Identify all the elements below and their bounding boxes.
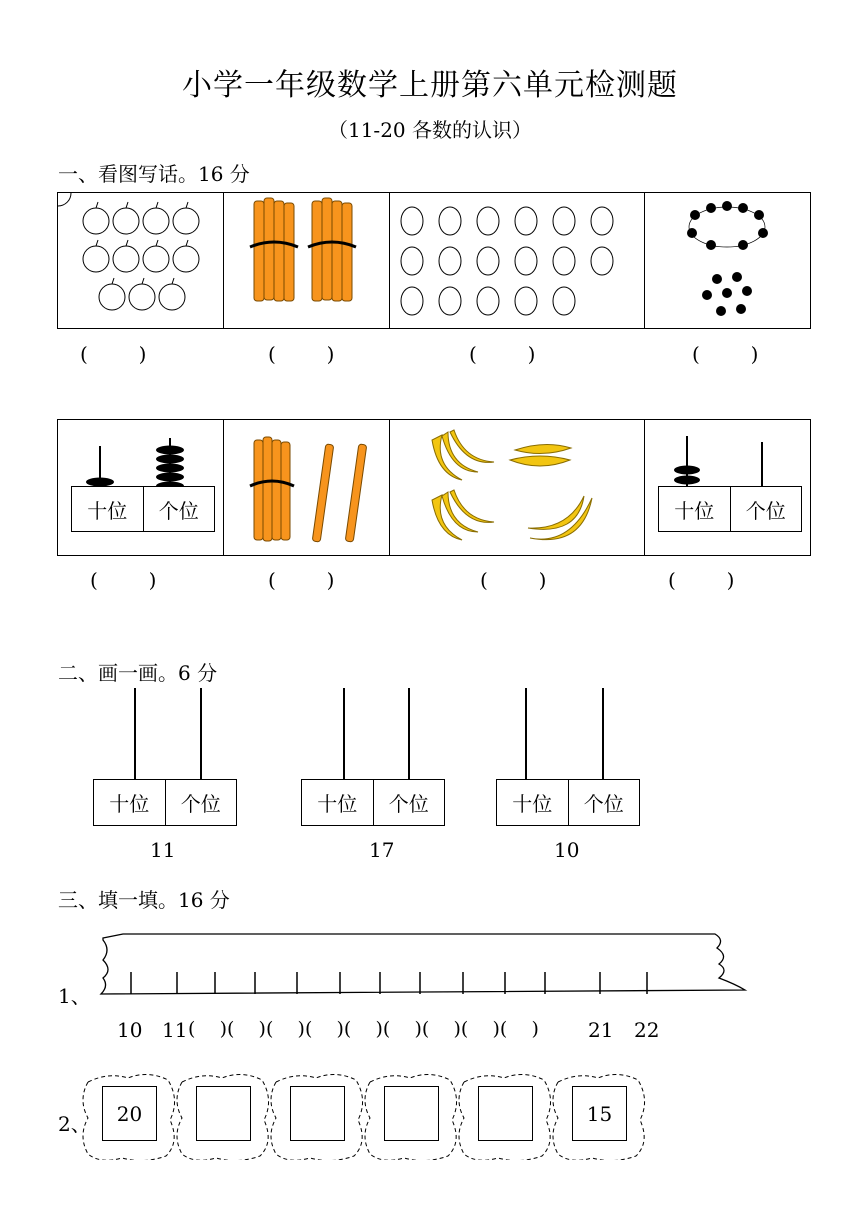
abacus-beads-icon — [645, 420, 809, 490]
target-number: 10 — [554, 838, 580, 862]
pears-icon — [390, 193, 643, 327]
answer-blank[interactable]: ( ) — [692, 342, 759, 366]
ones-label: 个位 — [745, 498, 786, 523]
target-number: 11 — [150, 838, 176, 862]
ones-label: 个位 — [388, 792, 429, 816]
section-1-heading: 一、看图写话。16 分 — [58, 162, 250, 186]
page-title: 小学一年级数学上册第六单元检测题 — [182, 68, 678, 103]
number-box[interactable] — [478, 1086, 533, 1141]
abacus-rod — [525, 688, 527, 780]
tens-label: 十位 — [72, 487, 144, 531]
target-number: 17 — [369, 838, 395, 862]
picture-row-1 — [57, 192, 811, 329]
answer-blank[interactable]: ( ) — [80, 342, 147, 366]
cloud-border-icon — [78, 1070, 648, 1160]
stick-bundles-cell — [224, 193, 390, 328]
picture-row-2 — [57, 419, 811, 556]
abacus-rod — [200, 688, 202, 780]
sequence-start-10: 10 — [117, 1018, 143, 1042]
bananas-cell — [390, 420, 645, 555]
number-box[interactable]: 20 — [102, 1086, 157, 1141]
number-box[interactable] — [196, 1086, 251, 1141]
abacus-beads-icon — [58, 420, 222, 490]
dots-cell — [645, 193, 812, 328]
place-value-table — [71, 486, 215, 532]
sequence-end-21: 21 — [588, 1018, 614, 1042]
place-value-table — [658, 486, 802, 532]
answer-blank[interactable]: ( ) — [90, 568, 157, 592]
stick-bundle-icon — [224, 420, 388, 554]
answer-blank[interactable]: ( ) — [268, 342, 335, 366]
question-2-label: 2、 — [58, 1112, 91, 1136]
sequence-blanks[interactable]: ( )( )( )( )( )( )( )( )( ) — [188, 1018, 539, 1040]
tens-label: 十位 — [497, 780, 569, 825]
sticks-cell — [224, 420, 390, 555]
pears-cell — [390, 193, 645, 328]
abacus-cell-2 — [645, 420, 812, 555]
tens-label: 十位 — [302, 780, 374, 825]
answer-blank[interactable]: ( ) — [469, 342, 536, 366]
abacus-rod — [343, 688, 345, 780]
tens-label: 十位 — [659, 487, 731, 531]
banana-icon — [390, 420, 643, 554]
answer-blank[interactable]: ( ) — [480, 568, 547, 592]
section-2-heading: 二、画一画。6 分 — [58, 661, 218, 685]
section-3-heading: 三、填一填。16 分 — [58, 888, 230, 912]
number-box[interactable] — [290, 1086, 345, 1141]
answer-blank[interactable]: ( ) — [668, 568, 735, 592]
sequence-end-22: 22 — [634, 1018, 660, 1042]
place-value-table[interactable] — [93, 779, 237, 826]
abacus-rod — [134, 688, 136, 780]
apples-icon — [58, 193, 222, 327]
dots-icon — [645, 193, 810, 327]
place-value-table[interactable] — [496, 779, 640, 826]
ones-label: 个位 — [180, 792, 221, 816]
page-subtitle: （11-20 各数的认识） — [327, 118, 532, 142]
place-value-table[interactable] — [301, 779, 445, 826]
question-1-label: 1、 — [58, 984, 91, 1008]
abacus-rod — [602, 688, 604, 780]
apples-cell — [58, 193, 224, 328]
number-box[interactable]: 15 — [572, 1086, 627, 1141]
ones-label: 个位 — [158, 498, 199, 523]
abacus-rod — [408, 688, 410, 780]
ones-label: 个位 — [583, 792, 624, 816]
number-box[interactable] — [384, 1086, 439, 1141]
stick-bundle-icon — [224, 193, 388, 327]
answer-blank[interactable]: ( ) — [268, 568, 335, 592]
abacus-cell-1 — [58, 420, 224, 555]
ruler-icon — [95, 928, 755, 998]
tens-label: 十位 — [94, 780, 166, 825]
sequence-start-11: 11 — [162, 1018, 188, 1042]
